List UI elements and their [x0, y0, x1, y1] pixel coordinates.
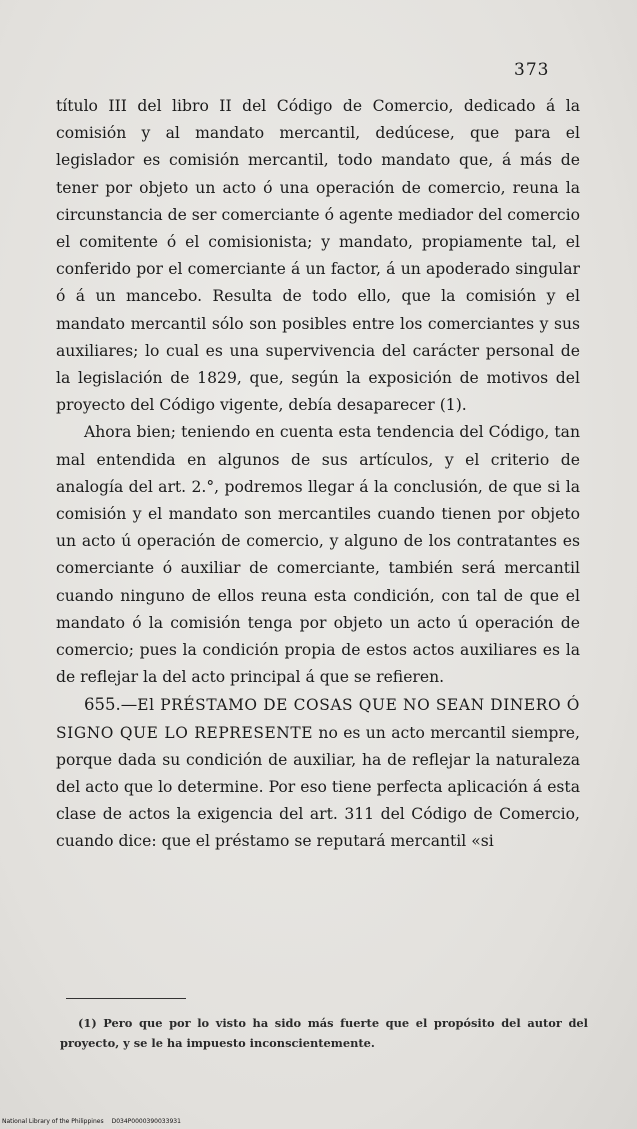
library-institution: National Library of the Philippines — [2, 1118, 104, 1125]
paragraph-comision-mandato: título III del libro II del Código de Comercio, dedicado á la comisión y al mandato mercantil, dedúcese, que para el legislador es comisión mercantil, todo mandato que, á más de tener por objeto un acto ó una operación de comercio, reuna la circunstancia de ser comerciante ó agente mediador del comercio el comitente ó el comisionista; y mandato, propiamente tal, el conferido por el comerciante á un factor, á un apoderado singular ó á un mancebo. Resulta de todo ello, que la comisión y el mandato mercantil sólo son posibles entre los comerciantes y sus auxiliares; lo cual es una supervivencia del carácter personal de la legislación de 1829, que, según la exposición de motivos del proyecto del Código vigente, debía desaparecer (1). — [56, 97, 580, 415]
paragraph-ahora-bien: Ahora bien; teniendo en cuenta esta tendencia del Código, tan mal entendida en algunos de sus artículos, y el criterio de analogía del art. 2.°, podremos llegar á la conclusión, de que si la comisión y el mandato son mercantiles cuando tienen por objeto un acto ú operación de comercio, y alguno de los contratantes es comerciante ó auxiliar de comerciante, también será mercantil cuando ninguno de ellos reuna esta condición, con tal de que el mandato ó la comisión tenga por objeto un acto ú operación de comercio; pues la condición propia de estos actos auxiliares es la de reflejar la del acto principal á que se refieren. — [56, 423, 580, 687]
footnote: (1) Pero que por lo visto ha sido más fuerte que el propósito del autor del proyecto, y se le ha impuesto inconscientemente. — [60, 1016, 588, 1050]
library-code: D034P0000390033931 — [111, 1118, 181, 1125]
library-strip — [2, 1118, 189, 1125]
section-text: no es un acto mercantil siempre, porque dada su condición de auxiliar, ha de reflejar la naturaleza del acto que lo determine. Por eso tiene perfecta aplicación á esta clase de actos la exigencia del art. 311 del Código de Comercio, cuando dice: que el préstamo se reputará mercantil «si — [56, 723, 580, 851]
page-number: 373 — [514, 60, 550, 80]
section-heading: El PRÉSTAMO DE COSAS QUE NO SEAN DINERO Ó SIGNO QUE LO REPRESENTE — [56, 696, 580, 742]
section-655 — [56, 691, 580, 855]
body-text — [56, 93, 580, 856]
footnote-divider — [66, 998, 186, 999]
section-number: 655.— — [84, 695, 138, 715]
